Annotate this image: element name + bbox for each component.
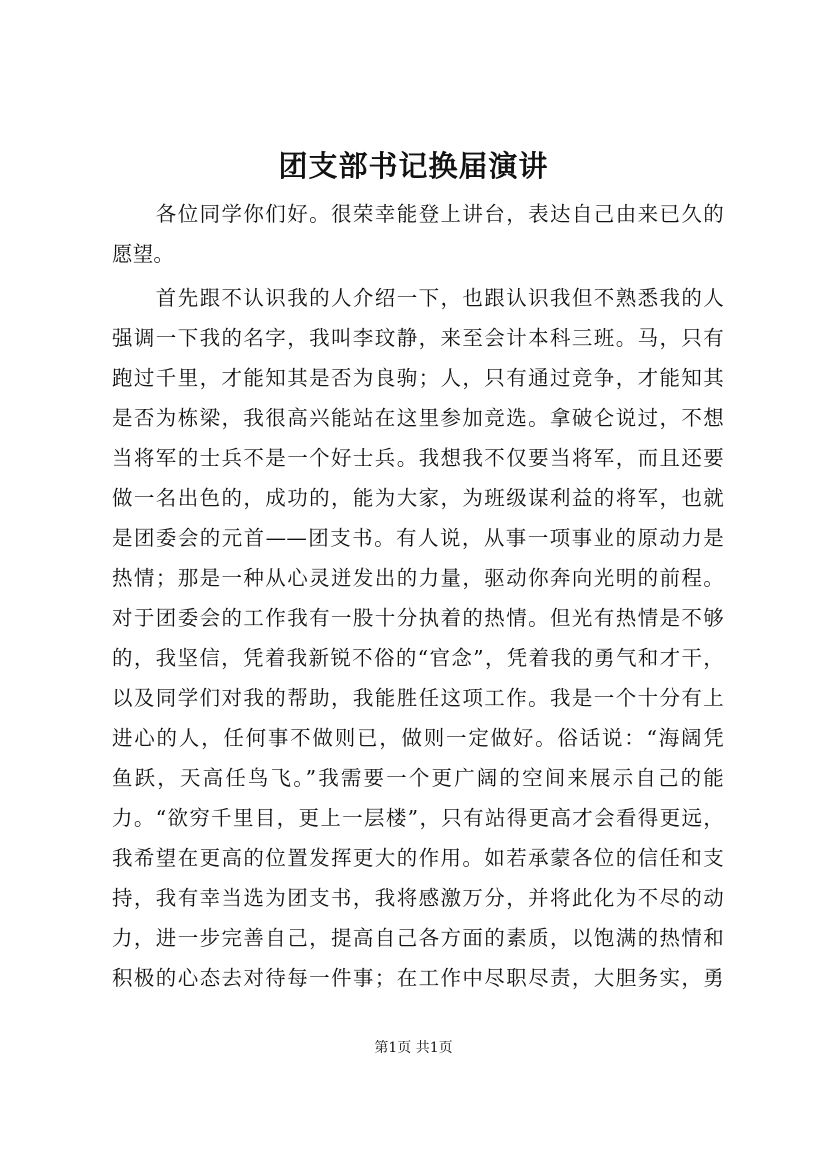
text-line: 积极的心态去对待每一件事；在工作中尽职尽责，大胆务实，勇 <box>112 966 724 990</box>
text-line: 力。“欲穷千里目，更上一层楼”，只有站得更高才会看得更远， <box>112 806 724 830</box>
text-line: 鱼跃，天高任鸟飞。”我需要一个更广阔的空间来展示自己的能 <box>112 766 724 790</box>
page-title: 团支部书记换届演讲 <box>278 149 549 183</box>
text-line: 以及同学们对我的帮助，我能胜任这项工作。我是一个十分有上 <box>112 686 724 710</box>
text-line: 持，我有幸当选为团支书，我将感激万分，并将此化为不尽的动 <box>112 886 724 910</box>
text-line: 力，进一步完善自己，提高自己各方面的素质，以饱满的热情和 <box>112 926 724 950</box>
text-line: 进心的人，任何事不做则已，做则一定做好。俗话说：“海阔凭 <box>112 726 724 750</box>
text-line: 愿望。 <box>112 242 175 266</box>
text-line: 热情；那是一种从心灵迸发出的力量，驱动你奔向光明的前程。 <box>112 566 724 590</box>
text-line: 首先跟不认识我的人介绍一下，也跟认识我但不熟悉我的人 <box>112 286 724 310</box>
text-line: 跑过千里，才能知其是否为良驹；人，只有通过竞争，才能知其 <box>112 366 724 390</box>
text-line: 我希望在更高的位置发挥更大的作用。如若承蒙各位的信任和支 <box>112 846 724 870</box>
document-body <box>112 194 724 998</box>
page-footer: 第1页 共1页 <box>374 1040 453 1056</box>
text-line: 是团委会的元首——团支书。有人说，从事一项事业的原动力是 <box>112 526 724 550</box>
text-line: 是否为栋梁，我很高兴能站在这里参加竞选。拿破仑说过，不想 <box>112 406 724 430</box>
text-line: 当将军的士兵不是一个好士兵。我想我不仅要当将军，而且还要 <box>112 446 724 470</box>
text-line: 强调一下我的名字，我叫李玟静，来至会计本科三班。马，只有 <box>112 326 724 350</box>
text-line: 各位同学你们好。很荣幸能登上讲台，表达自己由来已久的 <box>112 202 724 226</box>
text-line: 对于团委会的工作我有一股十分执着的热情。但光有热情是不够 <box>112 606 724 630</box>
text-line: 的，我坚信，凭着我新锐不俗的“官念”，凭着我的勇气和才干， <box>112 646 724 670</box>
text-line: 做一名出色的，成功的，能为大家，为班级谋利益的将军，也就 <box>112 486 724 510</box>
